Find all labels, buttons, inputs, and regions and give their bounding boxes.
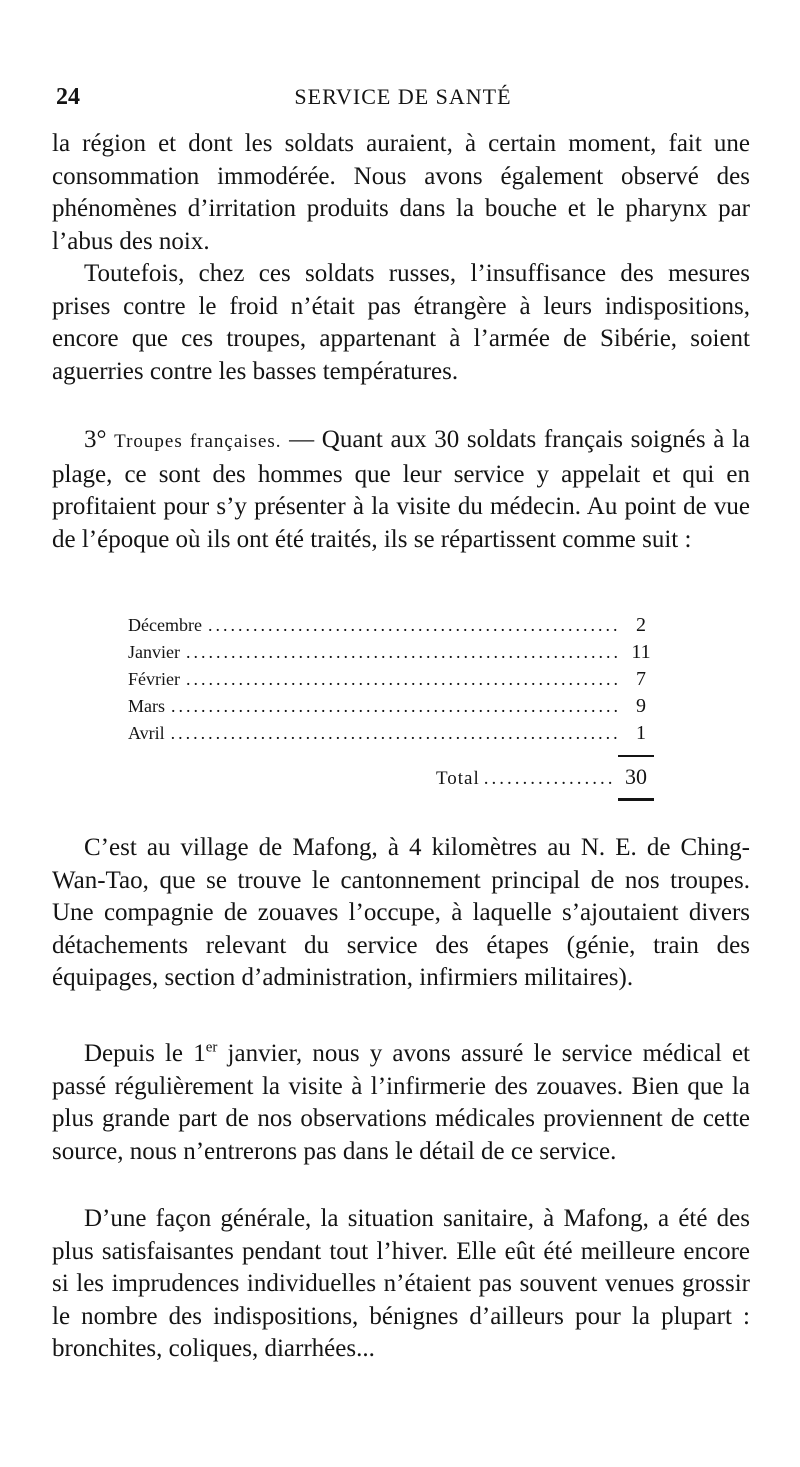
section-number: 3°: [84, 426, 115, 453]
leader-dots: [484, 768, 612, 790]
ordinal-number: 1: [193, 1040, 206, 1067]
page-header: [56, 84, 750, 118]
month-count: 7: [636, 668, 646, 690]
ordinal-suffix: er: [205, 1039, 218, 1056]
table-row: [128, 668, 656, 695]
section-text: — Quant aux 30 soldats français soignés à la plage, ce sont des hommes que leur service y appelait et qui en profitaient pour s’y présenter à la visite du médecin. Au point de vue de l’époque où ils ont été traités, ils se répartissent comme suit :: [52, 426, 751, 553]
paragraph-russian-troops: Toutefois, chez ces soldats russes, l’insuffisance des mesures prises contre le froid n’était pas étrangère à leurs indispositions, encore que ces troupes, appartenant à l’armée de Sibérie, soient aguerries contre les basses températures.: [52, 260, 750, 385]
month-count: 11: [631, 641, 651, 663]
section-heading: Troupes françaises.: [114, 431, 282, 452]
total-row: [436, 764, 656, 790]
paragraph-mafong-village: C’est au village de Mafong, à 4 kilomètres au N. E. de Ching-Wan-Tao, que se trouve le cantonnement principal de nos troupes. Une compagnie de zouaves l’occupe, à laquelle s’ajoutaient divers détachements relevant du service des étapes (génie, train des équipages, section d’administration, infirmiers militaires).: [52, 834, 750, 991]
paragraph-french-troops: [52, 424, 750, 556]
leader-dots: [186, 642, 620, 663]
monthly-cases-table: [128, 614, 656, 789]
leader-dots: [208, 615, 620, 636]
month-count: 1: [636, 722, 646, 744]
paragraph-continuation: la région et dont les soldats auraient, à certain moment, fait une consommation immodérée. Nous avons également observé des phénomènes d’irritation produits dans la bouche et le pharynx par l’abus des noix.: [52, 130, 750, 255]
table-row: [128, 722, 656, 749]
paragraph-sanitary-situation: D’une façon générale, la situation sanitaire, à Mafong, a été des plus satisfaisantes pendant tout l’hiver. Elle eût été meilleure encore si les imprudences individuelles n’étaient pas souvent venues grossir le nombre des indispositions, bénignes d’ailleurs pour la plupart : bronchites, coliques, diarrhées...: [52, 1205, 750, 1362]
sum-rule: [618, 755, 654, 757]
table-row: [128, 614, 656, 641]
total-label: Total: [436, 768, 480, 789]
month-count: 2: [636, 614, 646, 636]
month-label: Décembre: [128, 615, 202, 635]
table-row: [128, 695, 656, 722]
running-head: SERVICE DE SANTÉ: [294, 84, 512, 109]
month-count: 9: [636, 695, 646, 717]
paragraph-medical-service: [52, 1038, 750, 1168]
page-number: 24: [56, 84, 80, 110]
leader-dots: [171, 696, 620, 717]
p5-start: Depuis le: [84, 1040, 194, 1067]
month-label: Février: [128, 669, 180, 689]
month-label: Mars: [128, 696, 165, 716]
leader-dots: [186, 669, 620, 690]
total-count: 30: [625, 764, 647, 789]
month-label: Janvier: [128, 642, 180, 662]
table-row: [128, 641, 656, 668]
leader-dots: [171, 723, 620, 744]
p5-text: janvier, nous y avons assuré le service médical et passé régulièrement la visite à l’infirmerie des zouaves. Bien que la plus grande part de nos observations médicales proviennent de cette source, nous n’entrerons pas dans le détail de ce service.: [52, 1040, 751, 1165]
month-label: Avril: [128, 723, 165, 743]
total-rule: [618, 798, 654, 801]
